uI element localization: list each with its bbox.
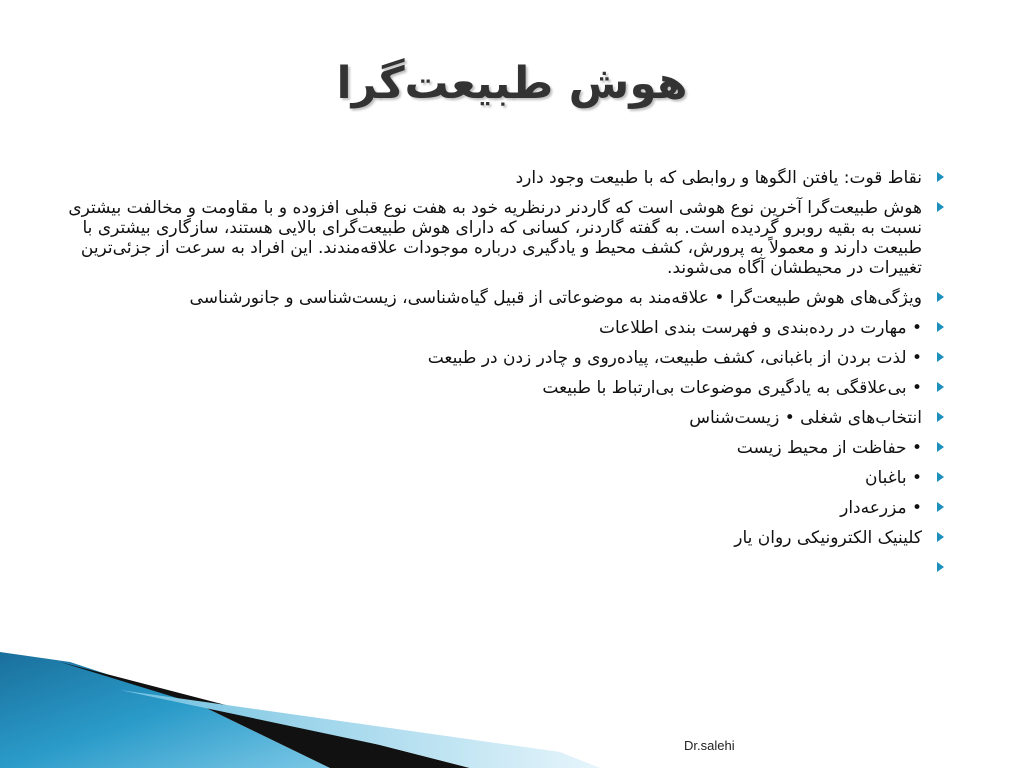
list-item <box>64 468 950 488</box>
list-item <box>64 168 950 188</box>
list-item-text: کلینیک الکترونیکی روان یار <box>734 528 922 548</box>
list-item-text: • مزرعه‌دار <box>840 498 922 518</box>
triangle-bullet-icon <box>937 382 944 392</box>
triangle-bullet-icon <box>937 202 944 212</box>
list-item-text: ویژگی‌های هوش طبیعت‌گرا • علاقه‌مند به موضوعاتی از قبیل گیاه‌شناسی، زیست‌شناسی و جانورشناسی <box>189 288 922 308</box>
bullet-list <box>64 168 950 588</box>
list-item-text: انتخاب‌های شغلی • زیست‌شناس <box>689 408 922 428</box>
triangle-bullet-icon <box>937 442 944 452</box>
triangle-bullet-icon <box>937 412 944 422</box>
triangle-bullet-icon <box>937 562 944 572</box>
list-item-empty <box>64 558 950 578</box>
list-item <box>64 528 950 548</box>
triangle-bullet-icon <box>937 322 944 332</box>
list-item <box>64 438 950 458</box>
list-item-text: • لذت بردن از باغبانی، کشف طبیعت، پیاده‌روی و چادر زدن در طبیعت <box>427 348 922 368</box>
list-item-text: نقاط قوت: یافتن الگوها و روابطی که با طبیعت وجود دارد <box>515 168 922 188</box>
list-item <box>64 408 950 428</box>
blue-wave-shape <box>0 652 330 768</box>
triangle-bullet-icon <box>937 502 944 512</box>
list-item <box>64 378 950 398</box>
triangle-bullet-icon <box>937 352 944 362</box>
list-item-text: • باغبان <box>864 468 922 488</box>
triangle-bullet-icon <box>937 292 944 302</box>
list-item-text: هوش طبیعت‌گرا آخرین نوع هوشی است که گاردنر درنظریه خود به هفت نوع قبلی افزوده و با مقاومت و مخالفت بیشتری نسبت به بقیه روبرو گردیده است. به گفته گاردنر، کسانی که دارای هوش طبیعت‌گرای بالایی هستند، سازگاری بیشتری با طبیعت دارند و معمولاً به پرورش، کشف محیط و یادگیری درباره موجودات علاقه‌مندند. این افراد به سرعت از جزئی‌ترین تغییرات در محیطشان آگاه می‌شوند. <box>68 198 922 278</box>
list-item-text: • مهارت در رده‌بندی و فهرست بندی اطلاعات <box>598 318 922 338</box>
triangle-bullet-icon <box>937 172 944 182</box>
list-item <box>64 348 950 368</box>
list-item <box>64 198 950 278</box>
list-item-text: • حفاظت از محیط زیست <box>736 438 922 458</box>
list-item <box>64 498 950 518</box>
slide-title: هوش طبیعت‌گرا <box>336 58 688 109</box>
list-item <box>64 318 950 338</box>
triangle-bullet-icon <box>937 532 944 542</box>
footer-author: Dr.salehi <box>684 738 735 753</box>
list-item <box>64 288 950 308</box>
list-item-text: • بی‌علاقگی به یادگیری موضوعات بی‌ارتباط با طبیعت <box>542 378 922 398</box>
triangle-bullet-icon <box>937 472 944 482</box>
